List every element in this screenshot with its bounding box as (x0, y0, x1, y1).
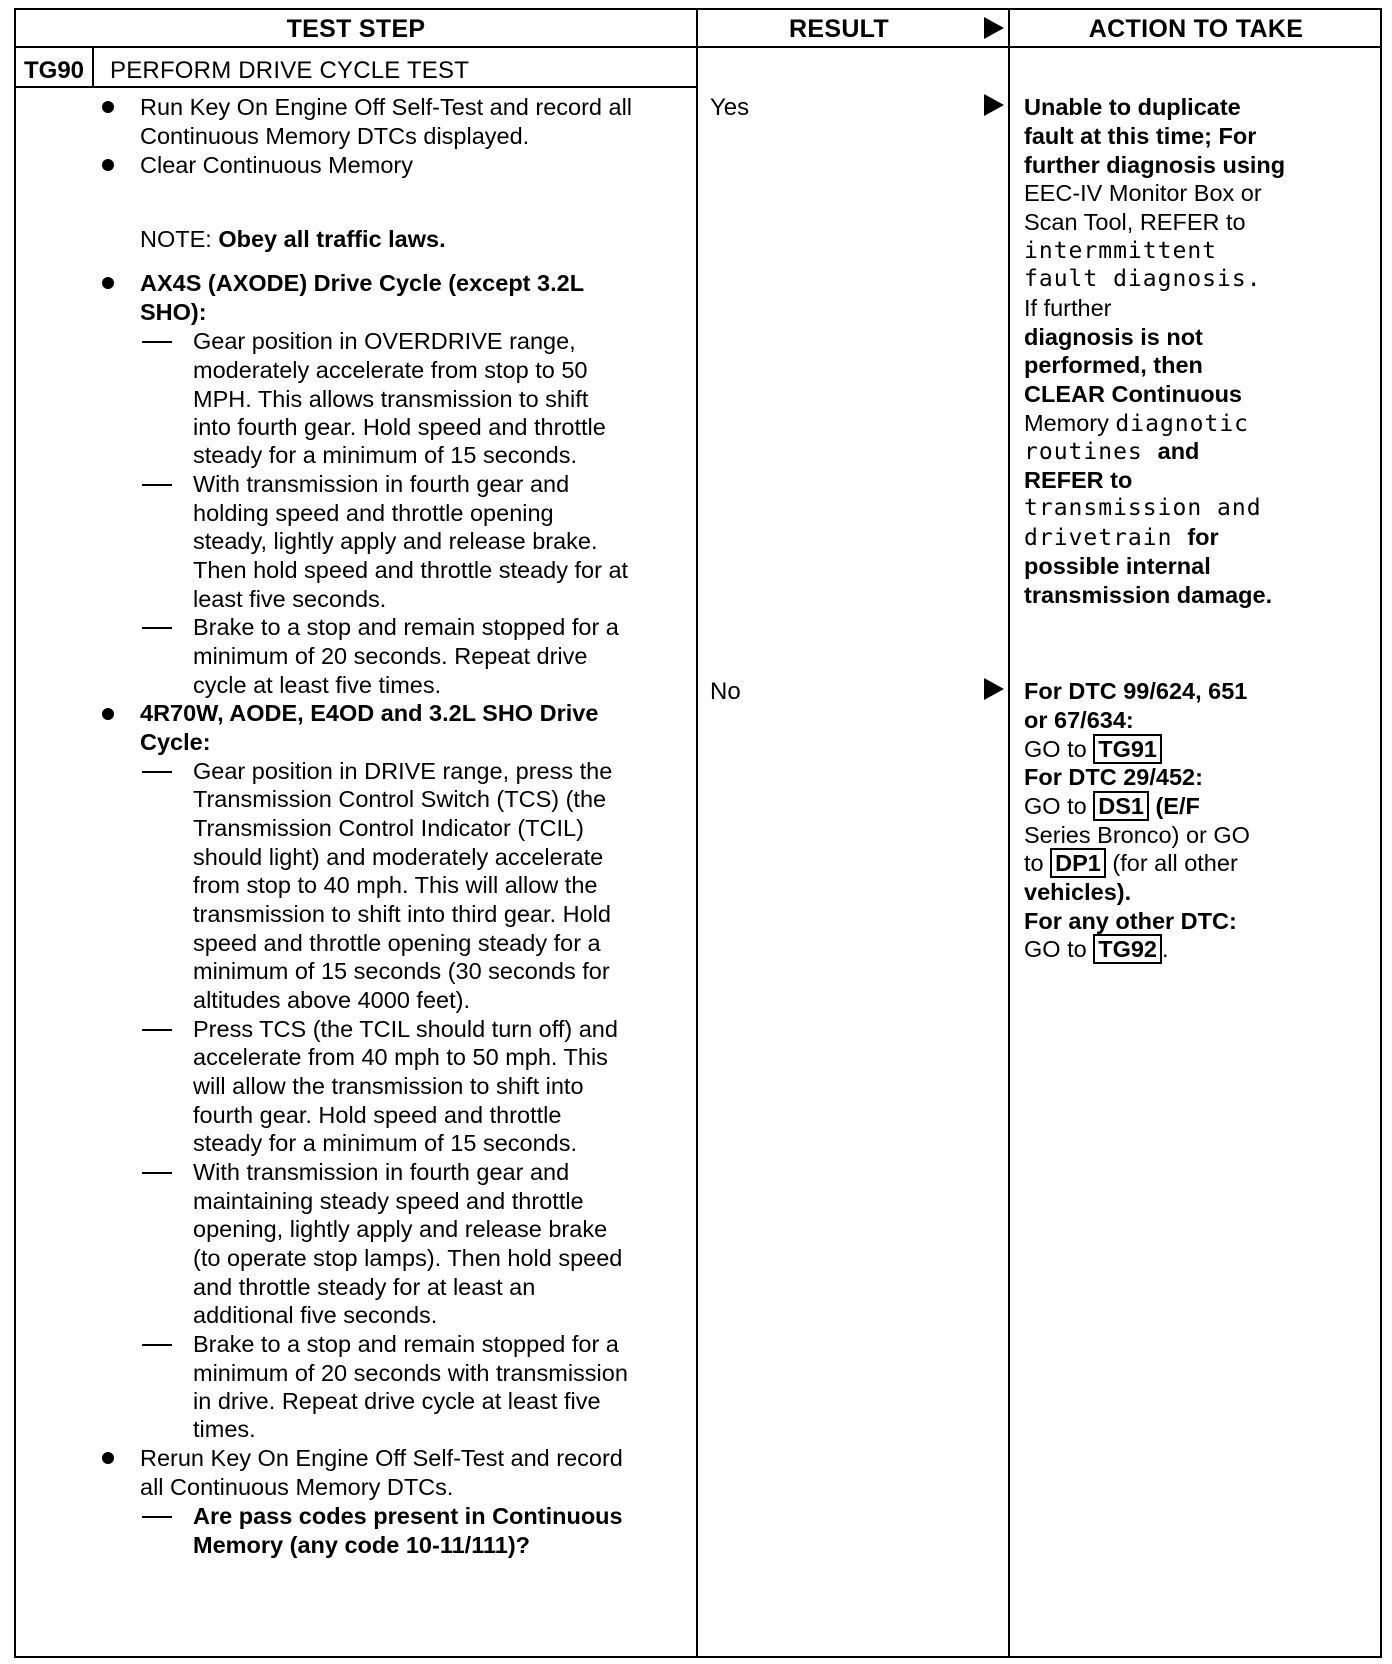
dash-icon (142, 1516, 172, 1518)
result-arrow-icon (984, 678, 1004, 700)
step-line: Then hold speed and throttle steady for at (193, 557, 629, 583)
step-line: steady, lightly apply and release brake. (193, 528, 598, 554)
ref-dp1-link[interactable]: DP1 (1050, 848, 1106, 878)
step-line: transmission to shift into third gear. Hold (193, 901, 611, 927)
action-line: possible internal (1024, 553, 1211, 579)
action-line: vehicles). (1024, 879, 1132, 905)
step-line: (to operate stop lamps). Then hold speed (193, 1245, 623, 1271)
step-line: With transmission in fourth gear and (193, 471, 570, 497)
step-line: cycle at least five times. (193, 672, 442, 698)
dash-icon (142, 1344, 172, 1346)
bullet-icon (102, 101, 114, 113)
action-line: or 67/634: (1024, 707, 1134, 733)
dash-icon (142, 771, 172, 773)
note: NOTE: Obey all traffic laws. (140, 226, 446, 252)
action-line: fault diagnosis. (1024, 266, 1262, 292)
step-item: Continuous Memory DTCs displayed. (140, 123, 530, 149)
header-action: ACTION TO TAKE (1088, 15, 1304, 43)
action-line: For DTC 29/452: (1024, 764, 1203, 790)
action-line: Unable to duplicate (1024, 94, 1241, 120)
column-divider-2 (1008, 8, 1010, 1658)
action-line: drivetrain for (1024, 524, 1219, 551)
step-item: Rerun Key On Engine Off Self-Test and record (140, 1445, 623, 1471)
column-divider-1 (696, 8, 698, 1658)
action-line: fault at this time; For (1024, 123, 1257, 149)
dash-icon (142, 1172, 172, 1174)
step-line: Transmission Control Indicator (TCIL) (193, 815, 584, 841)
action-line: For DTC 99/624, 651 (1024, 678, 1248, 704)
header-result: RESULT (789, 15, 889, 43)
bullet-icon (102, 1452, 114, 1464)
action-line: Scan Tool, REFER to (1024, 209, 1246, 235)
bullet-icon (102, 159, 114, 171)
step-line: additional five seconds. (193, 1302, 438, 1328)
step-line: in drive. Repeat drive cycle at least five (193, 1388, 601, 1414)
step-line: minimum of 15 seconds (30 seconds for (193, 958, 610, 984)
dash-icon (142, 341, 172, 343)
step-line: MPH. This allows transmission to shift (193, 386, 589, 412)
step-line: moderately accelerate from stop to 50 (193, 357, 588, 383)
action-line: GO to DS1 (E/F (1024, 793, 1200, 819)
step-line: Brake to a stop and remain stopped for a (193, 1331, 619, 1357)
ref-tg91-link[interactable]: TG91 (1093, 734, 1162, 764)
step-line: speed and throttle opening steady for a (193, 930, 601, 956)
step-line: from stop to 40 mph. This will allow the (193, 872, 598, 898)
action-line: If further (1024, 295, 1112, 321)
result-no: No (710, 678, 741, 705)
action-line: CLEAR Continuous (1024, 381, 1242, 407)
action-line: REFER to (1024, 467, 1133, 493)
dash-icon (142, 627, 172, 629)
ref-tg92-link[interactable]: TG92 (1093, 934, 1162, 964)
step-line: holding speed and throttle opening (193, 500, 554, 526)
step-line: steady for a minimum of 15 seconds. (193, 1130, 578, 1156)
step-line: Gear position in OVERDRIVE range, (193, 328, 576, 354)
step-line: fourth gear. Hold speed and throttle (193, 1102, 562, 1128)
step-line: times. (193, 1416, 256, 1442)
action-line: transmission and (1024, 495, 1262, 521)
step-line: opening, lightly apply and release brake (193, 1216, 608, 1242)
bullet-icon (102, 708, 114, 720)
step-line: Press TCS (the TCIL should turn off) and (193, 1016, 618, 1042)
header-arrow-icon (984, 17, 1004, 39)
action-line: performed, then (1024, 352, 1203, 378)
action-line: diagnosis is not (1024, 324, 1203, 350)
step-line: will allow the transmission to shift into (193, 1073, 584, 1099)
action-line: further diagnosis using (1024, 152, 1286, 178)
action-line: GO to TG91 (1024, 734, 1162, 765)
step-line: Gear position in DRIVE range, press the (193, 758, 613, 784)
action-line: Memory diagnotic (1024, 410, 1250, 437)
step-line: steady for a minimum of 15 seconds. (193, 442, 578, 468)
step-code-divider (92, 47, 94, 87)
step-line: altitudes above 4000 feet). (193, 987, 470, 1013)
step-line: and throttle steady for at least an (193, 1274, 536, 1300)
step-line: maintaining steady speed and throttle (193, 1188, 584, 1214)
action-line: EEC-IV Monitor Box or (1024, 180, 1262, 206)
step-line: minimum of 20 seconds. Repeat drive (193, 643, 588, 669)
step-line: should light) and moderately accelerate (193, 844, 604, 870)
question: Memory (any code 10-11/111)? (193, 1532, 530, 1558)
step-item: Run Key On Engine Off Self-Test and record all (140, 94, 633, 120)
action-line: For any other DTC: (1024, 908, 1237, 934)
step-line: least five seconds. (193, 586, 387, 612)
action-line: GO to TG92 . (1024, 936, 1169, 962)
r70-heading: Cycle: (140, 729, 211, 755)
step-item: Clear Continuous Memory (140, 152, 413, 178)
step-line: into fourth gear. Hold speed and throttle (193, 414, 606, 440)
ax4s-heading: SHO): (140, 299, 207, 325)
action-line: intermmittent (1024, 238, 1218, 264)
question: Are pass codes present in Continuous (193, 1503, 623, 1529)
step-line: Brake to a stop and remain stopped for a (193, 614, 619, 640)
step-line: With transmission in fourth gear and (193, 1159, 570, 1185)
step-line: accelerate from 40 mph to 50 mph. This (193, 1044, 608, 1070)
action-line: routines and (1024, 438, 1200, 465)
step-line: minimum of 20 seconds with transmission (193, 1360, 628, 1386)
ax4s-heading: AX4S (AXODE) Drive Cycle (except 3.2L (140, 270, 585, 296)
ref-ds1-link[interactable]: DS1 (1093, 791, 1149, 821)
action-line: Series Bronco) or GO (1024, 822, 1250, 848)
dash-icon (142, 484, 172, 486)
result-yes: Yes (710, 94, 750, 121)
result-arrow-icon (984, 94, 1004, 116)
action-line: to DP1 (for all other (1024, 850, 1238, 876)
step-code: TG90 (23, 57, 85, 84)
step-item: all Continuous Memory DTCs. (140, 1474, 454, 1500)
r70-heading: 4R70W, AODE, E4OD and 3.2L SHO Drive (140, 700, 599, 726)
dash-icon (142, 1029, 172, 1031)
bullet-icon (102, 277, 114, 289)
header-test-step: TEST STEP (286, 15, 426, 43)
step-title: PERFORM DRIVE CYCLE TEST (110, 57, 470, 84)
step-line: Transmission Control Switch (TCS) (the (193, 786, 607, 812)
action-line: transmission damage. (1024, 582, 1273, 608)
